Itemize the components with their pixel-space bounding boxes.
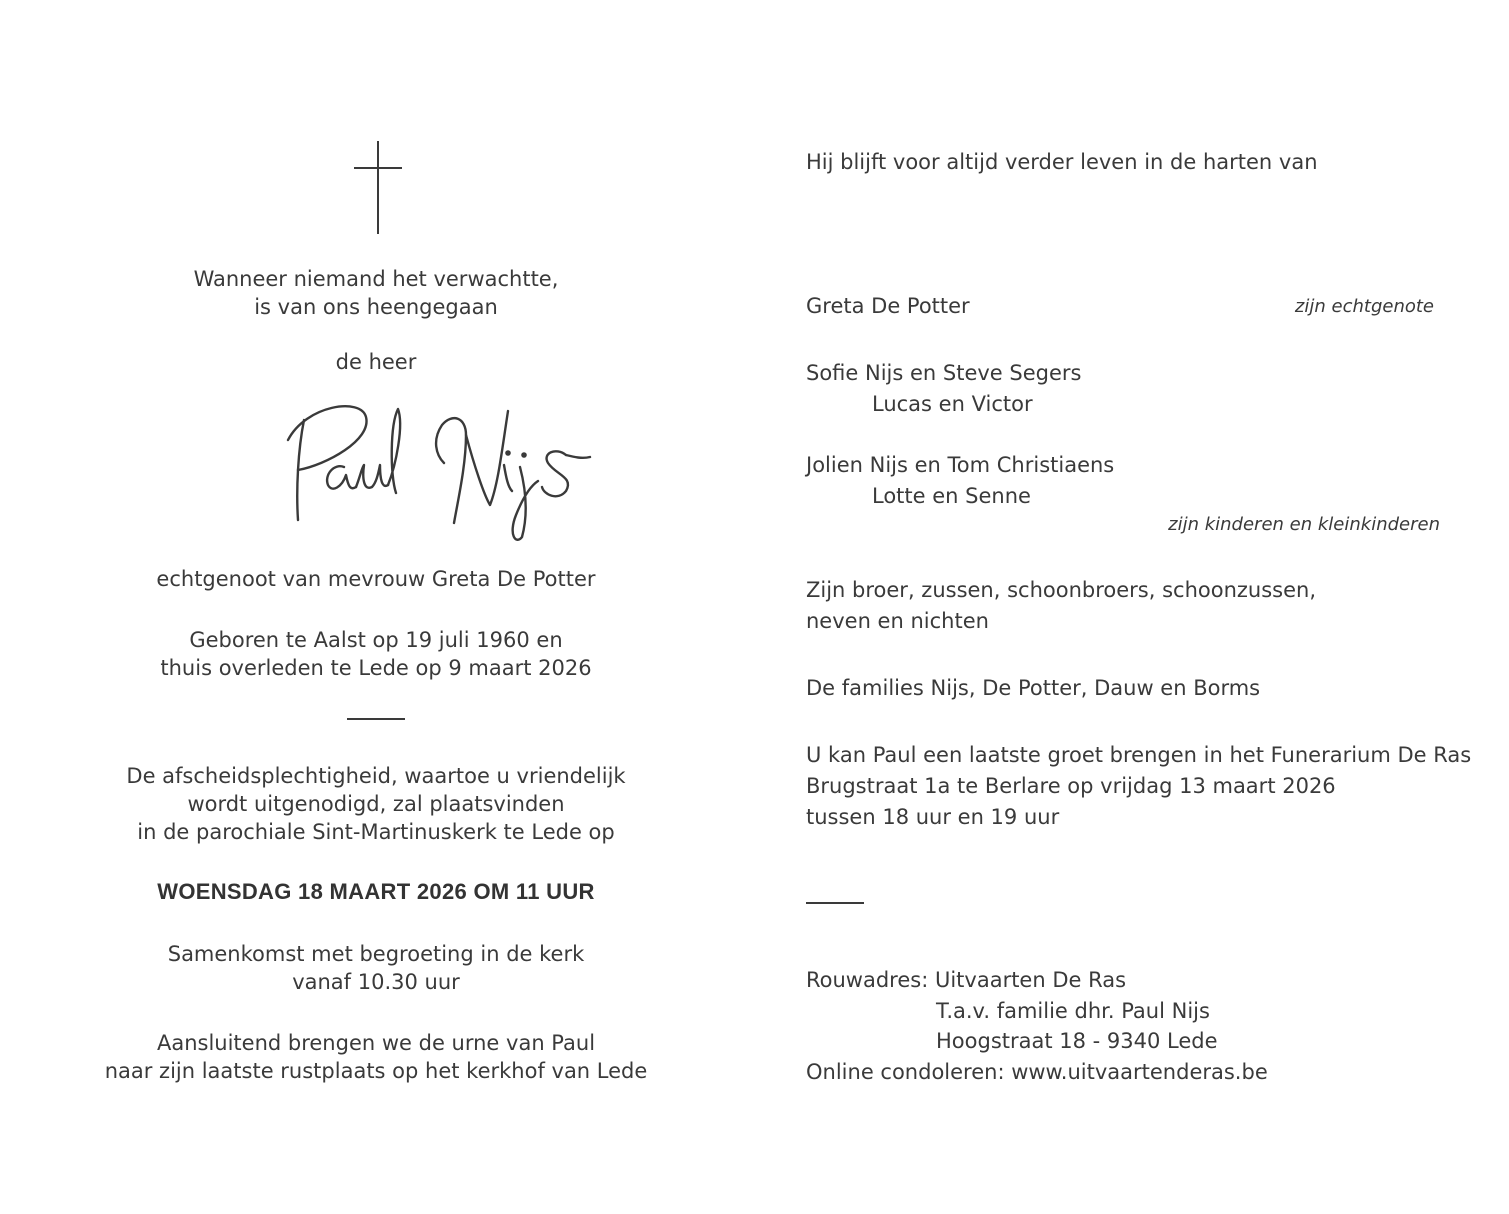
ceremony-line-3: in de parochiale Sint-Martinuskerk te Lede op: [137, 820, 615, 844]
left-panel: [60, 0, 692, 1214]
died-line: thuis overleden te Lede op 9 maart 2026: [160, 656, 592, 680]
born-line: Geboren te Aalst op 19 juli 1960 en: [189, 628, 563, 652]
child-1: Sofie Nijs en Steve Segers: [806, 361, 1082, 385]
spouse-line: echtgenoot van mevrouw Greta De Potter: [156, 567, 596, 591]
spouse-note: zijn echtgenote: [1294, 296, 1434, 317]
address-label: Rouwadres: Uitvaarten De Ras: [806, 968, 1127, 992]
heading-line: Hij blijft voor altijd verder leven in de harten van: [806, 150, 1318, 174]
ceremony-line-2: wordt uitgenodigd, zal plaatsvinden: [187, 792, 565, 816]
visit-line-3: tussen 18 uur en 19 uur: [806, 805, 1060, 829]
divider: [806, 902, 864, 904]
grandchildren-1: Lucas en Victor: [872, 392, 1033, 416]
ceremony-date: WOENSDAG 18 MAART 2026 OM 11 UUR: [157, 879, 595, 904]
cross-icon: [354, 141, 402, 234]
visit-line-1: U kan Paul een laatste groet brengen in het Funerarium De Ras: [806, 743, 1472, 767]
siblings-line-2: neven en nichten: [806, 609, 989, 633]
child-2: Jolien Nijs en Tom Christiaens: [806, 453, 1115, 477]
ceremony-line-1: De afscheidsplechtigheid, waartoe u vriendelijk: [126, 764, 626, 788]
grandchildren-2: Lotte en Senne: [872, 484, 1031, 508]
intro-line-1: Wanneer niemand het verwachtte,: [193, 267, 559, 291]
urn-line-1: Aansluitend brengen we de urne van Paul: [156, 1031, 596, 1055]
intro-line-2: is van ons heengegaan: [254, 295, 498, 319]
divider: [347, 718, 405, 720]
right-panel: [806, 0, 1472, 1214]
online-condolence: Online condoleren: www.uitvaartenderas.be: [806, 1060, 1268, 1084]
urn-line-2: naar zijn laatste rustplaats op het kerkhof van Lede: [104, 1059, 648, 1083]
siblings-line-1: Zijn broer, zussen, schoonbroers, schoonzussen,: [806, 578, 1317, 602]
title-line: de heer: [335, 350, 417, 374]
signature-name: [276, 395, 606, 555]
gathering-line-1: Samenkomst met begroeting in de kerk: [167, 942, 585, 966]
address-line-3: Hoogstraat 18 - 9340 Lede: [936, 1029, 1218, 1053]
gathering-line-2: vanaf 10.30 uur: [292, 970, 460, 994]
visit-line-2: Brugstraat 1a te Berlare op vrijdag 13 maart 2026: [806, 774, 1336, 798]
families-line: De families Nijs, De Potter, Dauw en Borms: [806, 676, 1261, 700]
spouse-name: Greta De Potter: [806, 294, 970, 318]
children-note: zijn kinderen en kleinkinderen: [1168, 514, 1440, 535]
address-line-2: T.a.v. familie dhr. Paul Nijs: [936, 999, 1210, 1023]
